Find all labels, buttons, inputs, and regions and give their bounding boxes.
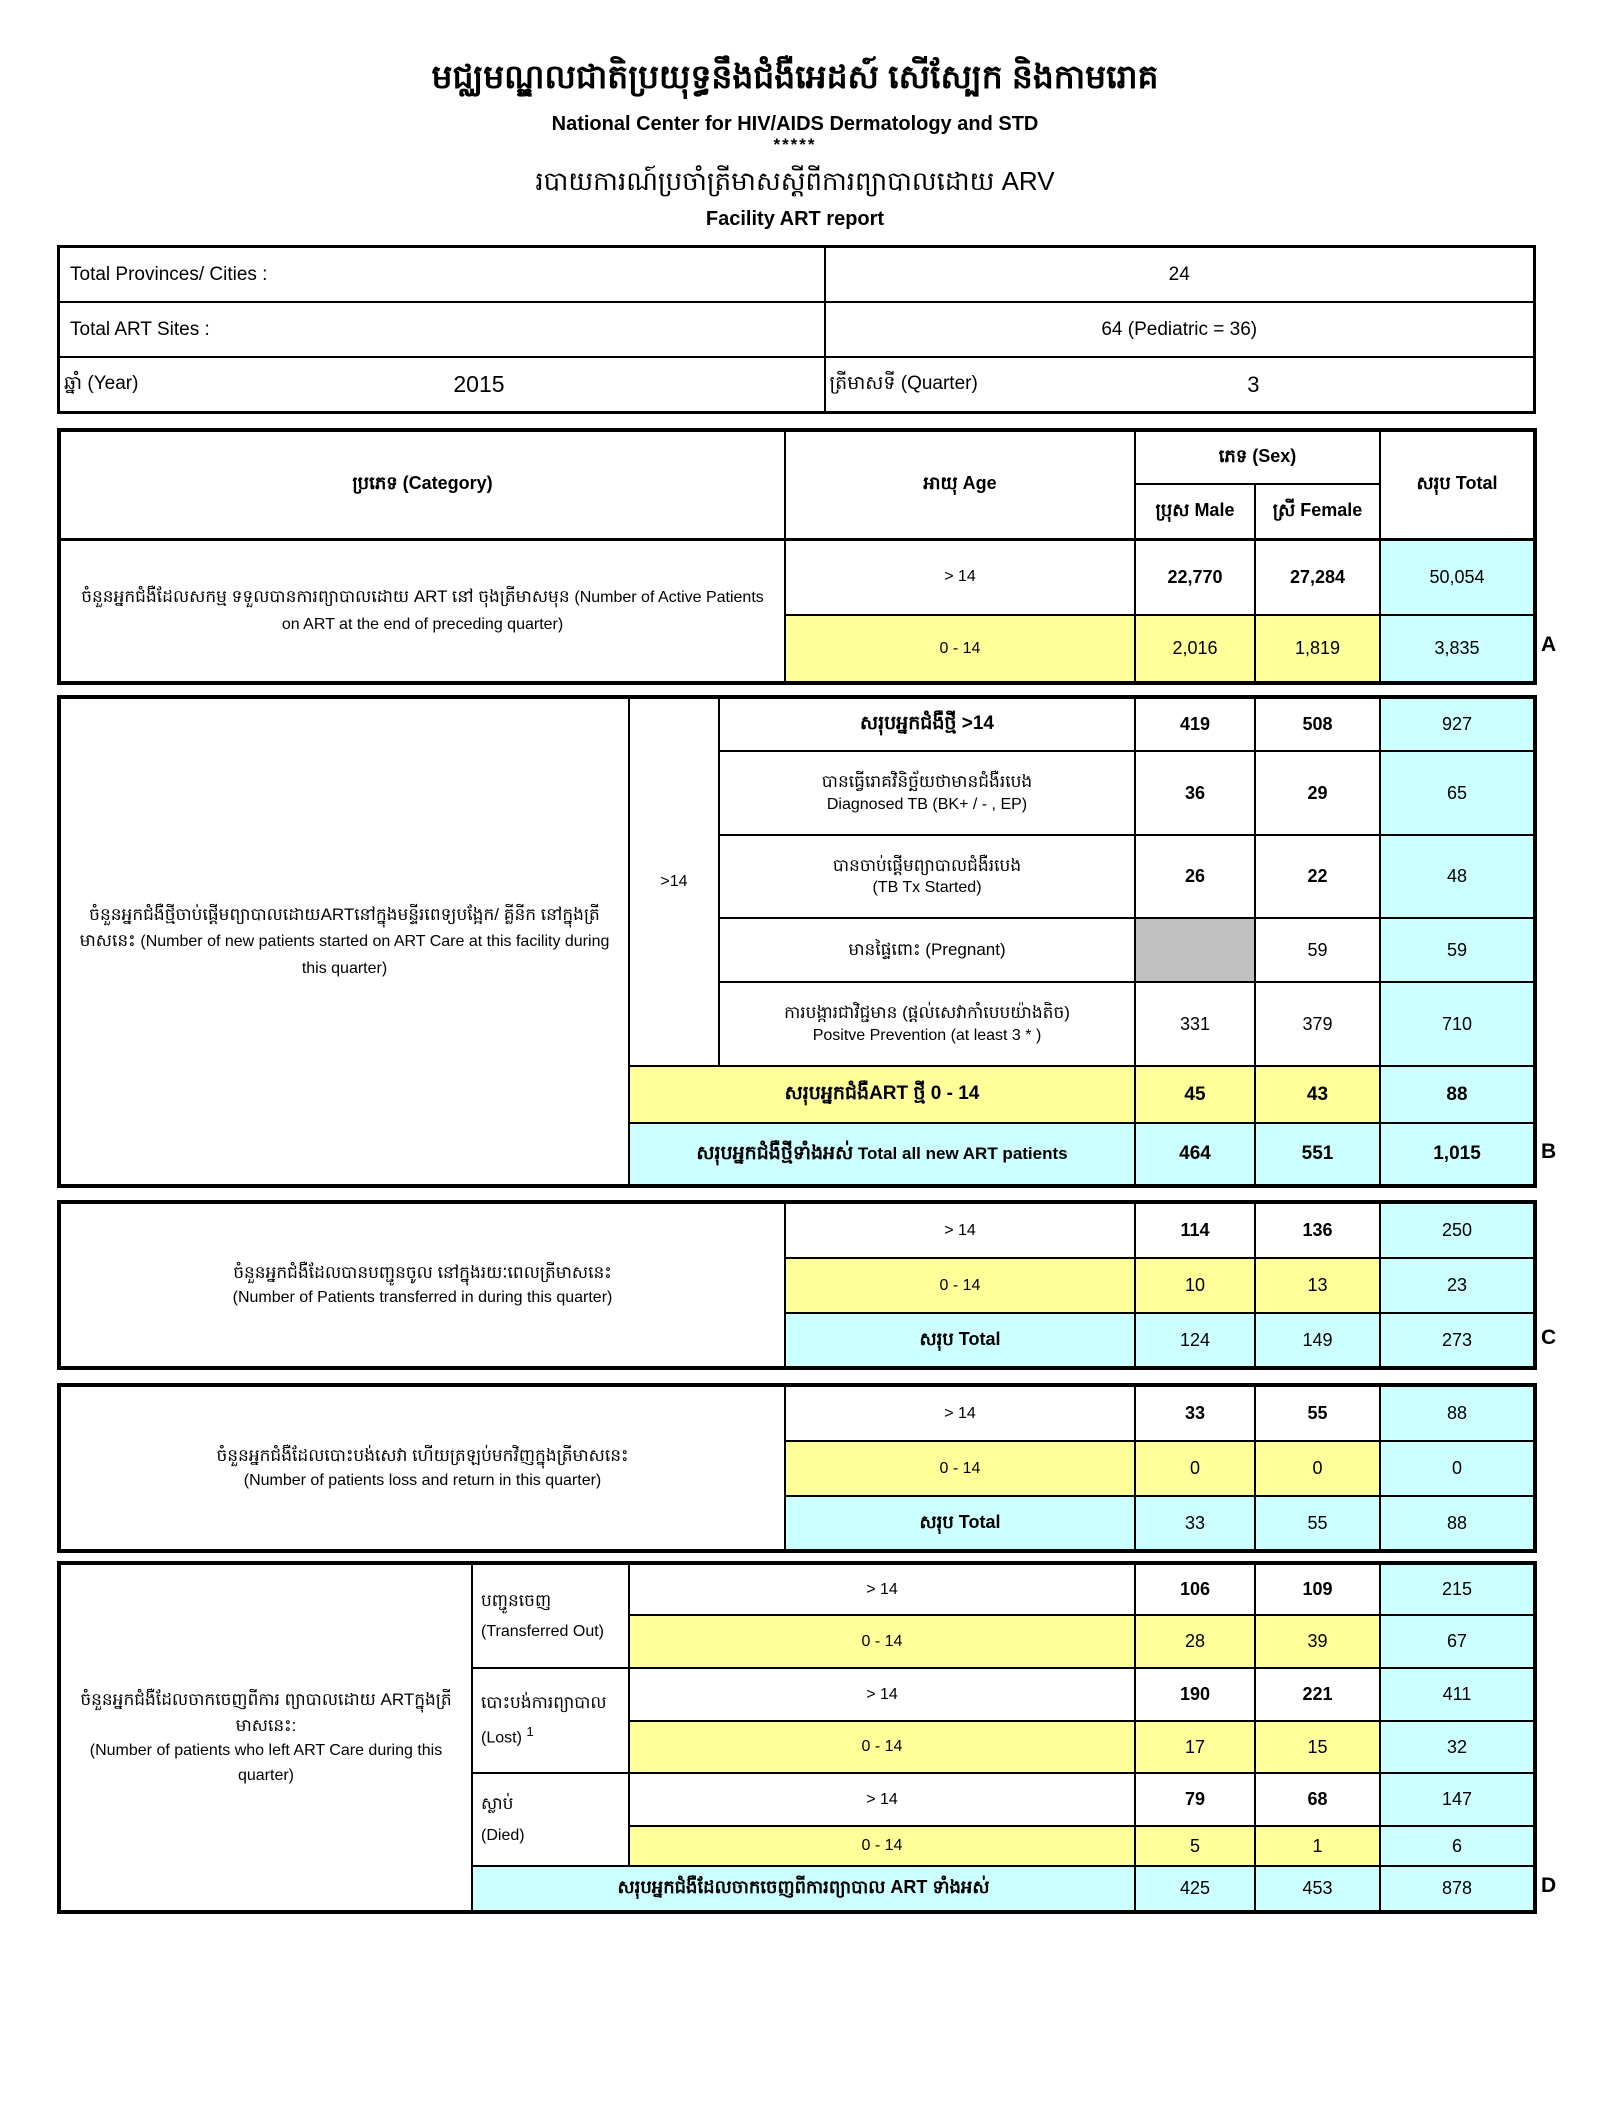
- active-patients-label: [59, 539, 785, 683]
- left-art-care-label-en: (Number of patients who left ART Care during this quarter): [89, 1742, 443, 1785]
- total-value: 65: [1380, 751, 1535, 835]
- section-new-patients: [57, 695, 1557, 1188]
- male-value-na: [1135, 918, 1255, 982]
- male-value: 124: [1135, 1313, 1255, 1368]
- header-row-1: [59, 430, 1535, 484]
- transferred-in-label-en: (Number of Patients transferred in during this quarter): [232, 1288, 613, 1306]
- female-value: 1: [1255, 1826, 1380, 1866]
- year-quarter-row: [59, 357, 1535, 413]
- transferred-in-label-km: ចំនួនអ្នកជំងឺដែលបានបញ្ជូនចូល នៅក្នុងរយៈពេលត្រីមាសនេះ: [233, 1262, 612, 1282]
- female-value: 55: [1255, 1385, 1380, 1441]
- male-value: 106: [1135, 1563, 1255, 1615]
- row-label: មានផ្ទៃពោះ (Pregnant): [719, 918, 1135, 982]
- female-value: 43: [1255, 1066, 1380, 1123]
- total-all-new-label: [629, 1123, 1135, 1186]
- provinces-label: Total Provinces/ Cities :: [59, 247, 825, 303]
- report-header: [57, 0, 1533, 231]
- male-value: 17: [1135, 1721, 1255, 1773]
- section-marker-a: A: [1541, 633, 1557, 657]
- female-value: 29: [1255, 751, 1380, 835]
- left-row-transferred-over14: [59, 1563, 1535, 1615]
- male-value: 33: [1135, 1496, 1255, 1551]
- male-value: 190: [1135, 1668, 1255, 1721]
- total-value: 273: [1380, 1313, 1535, 1368]
- female-value: 39: [1255, 1615, 1380, 1668]
- new-patients-label-en: (Number of new patients started on ART Care at this facility during this quarter): [140, 933, 610, 977]
- male-value: 28: [1135, 1615, 1255, 1668]
- row-label: សរុបអ្នកជំងឺថ្មី >14: [719, 697, 1135, 751]
- total-value: 50,054: [1380, 539, 1535, 615]
- subcategory-transferred-out: [472, 1563, 629, 1668]
- transferred-in-table: [57, 1200, 1537, 1370]
- art-sites-row: [59, 302, 1535, 357]
- age-cell: > 14: [785, 539, 1135, 615]
- female-value: 149: [1255, 1313, 1380, 1368]
- female-value: 15: [1255, 1721, 1380, 1773]
- male-value: 0: [1135, 1441, 1255, 1496]
- section-loss-return: [57, 1383, 1533, 1553]
- year-cell: [59, 357, 825, 413]
- female-value: 68: [1255, 1773, 1380, 1826]
- total-value: 1,015: [1380, 1123, 1535, 1186]
- total-value: 710: [1380, 982, 1535, 1066]
- quarter-label: ត្រីមាសទី (Quarter): [829, 372, 978, 394]
- title-khmer: មជ្ឈមណ្ឌលជាតិប្រយុទ្ធនឹងជំងឺអេដស៍ សើស្បែក និងកាមរោគ: [431, 58, 1159, 95]
- column-header-male: ប្រុស Male: [1135, 484, 1255, 539]
- female-value: 379: [1255, 982, 1380, 1066]
- total-label: សរុប Total: [785, 1313, 1135, 1368]
- left-total-label: សរុបអ្នកជំងឺដែលចាកចេញពីការព្យាបាល ART ទាំងអស់: [472, 1866, 1135, 1912]
- male-value: 10: [1135, 1258, 1255, 1313]
- male-value: 33: [1135, 1385, 1255, 1441]
- loss-return-label-km: ចំនួនអ្នកជំងឺដែលបោះបង់សេវា ហើយត្រឡប់មកវិញក្នុងត្រីមាសនេះ: [216, 1445, 629, 1465]
- subcategory-label-en: (Lost) $^1$: [481, 1724, 534, 1747]
- column-header-category: ប្រភេទ (Category): [59, 430, 785, 539]
- left-art-care-label: [59, 1563, 472, 1912]
- subcategory-label-km: ស្លាប់: [481, 1794, 514, 1814]
- age-cell: > 14: [629, 1773, 1135, 1826]
- total-value: 48: [1380, 835, 1535, 918]
- left-art-care-label-km: ចំនួនអ្នកជំងឺដែលចាកចេញពីការ ព្យាបាលដោយ ARTក្នុងត្រីមាសនេះ:: [80, 1689, 452, 1735]
- column-header-total: សរុប Total: [1380, 430, 1535, 539]
- new-patients-table: [57, 695, 1537, 1188]
- transfer-row-over14: [59, 1202, 1535, 1258]
- female-value: 508: [1255, 697, 1380, 751]
- subcategory-label-km: បោះបង់ការព្យាបាល: [481, 1693, 607, 1713]
- female-value: 109: [1255, 1563, 1380, 1615]
- male-value: 331: [1135, 982, 1255, 1066]
- year-label: ឆ្នាំ (Year): [64, 372, 139, 394]
- male-value: 425: [1135, 1866, 1255, 1912]
- transferred-in-label: [59, 1202, 785, 1368]
- column-header-female: ស្រី Female: [1255, 484, 1380, 539]
- section-active-patients: [57, 428, 1557, 685]
- section-transferred-in: [57, 1200, 1557, 1370]
- section-marker-d: D: [1541, 1874, 1557, 1898]
- total-value: 32: [1380, 1721, 1535, 1773]
- female-value: 22: [1255, 835, 1380, 918]
- male-value: 79: [1135, 1773, 1255, 1826]
- female-value: 453: [1255, 1866, 1380, 1912]
- left-art-care-table: [57, 1561, 1537, 1914]
- new-row-total-over14: [59, 697, 1535, 751]
- row-label-en: Positve Prevention (at least 3 * ): [812, 1026, 1042, 1044]
- active-patients-label-km: ចំនួនអ្នកជំងឺដែលសកម្ម ទទួលបានការព្យាបាលដោយ ART នៅ ចុងត្រីមាសមុន: [81, 587, 570, 607]
- female-value: 27,284: [1255, 539, 1380, 615]
- female-value: 551: [1255, 1123, 1380, 1186]
- loss-return-label-en: (Number of patients loss and return in this quarter): [243, 1471, 602, 1489]
- male-value: 2,016: [1135, 615, 1255, 683]
- quarter-value: 3: [1247, 371, 1260, 397]
- total-value: 215: [1380, 1563, 1535, 1615]
- stars-divider: *****: [773, 134, 817, 154]
- loss-return-label: [59, 1385, 785, 1551]
- age-cell: 0 - 14: [629, 1721, 1135, 1773]
- section-marker-c: C: [1541, 1326, 1557, 1350]
- info-section: [57, 245, 1533, 414]
- female-value: 13: [1255, 1258, 1380, 1313]
- total-value: 88: [1380, 1066, 1535, 1123]
- male-value: 22,770: [1135, 539, 1255, 615]
- art-sites-value: 64 (Pediatric = 36): [825, 302, 1535, 357]
- quarter-cell: [825, 357, 1535, 413]
- female-value: 1,819: [1255, 615, 1380, 683]
- total-value: 147: [1380, 1773, 1535, 1826]
- age-cell: 0 - 14: [785, 1441, 1135, 1496]
- male-value: 26: [1135, 835, 1255, 918]
- total-value: 67: [1380, 1615, 1535, 1668]
- subcategory-died: [472, 1773, 629, 1866]
- age-cell: > 14: [785, 1385, 1135, 1441]
- row-label-en: Diagnosed TB (BK+ / - , EP): [826, 795, 1028, 813]
- title-english: National Center for HIV/AIDS Dermatology and STD: [551, 112, 1039, 135]
- lost-footnote-marker: 1: [526, 1724, 534, 1740]
- row-label-en: (TB Tx Started): [872, 879, 982, 897]
- column-header-age: អាយុ Age: [785, 430, 1135, 539]
- female-value: 221: [1255, 1668, 1380, 1721]
- row-label-km: បានធ្វើរោគវិនិច្ឆ័យថាមានជំងឺរបេង: [821, 772, 1033, 792]
- female-value: 59: [1255, 918, 1380, 982]
- info-table: [57, 245, 1536, 414]
- age-cell: 0 - 14: [785, 615, 1135, 683]
- total-all-new-label-km: សរុបអ្នកជំងឺថ្មីទាំងអស់: [696, 1142, 854, 1164]
- total-all-new-label-en: Total all new ART patients: [857, 1143, 1068, 1163]
- total-value: 23: [1380, 1258, 1535, 1313]
- new-patients-label: [59, 697, 629, 1186]
- loss-return-table: [57, 1383, 1537, 1553]
- total-value: 88: [1380, 1385, 1535, 1441]
- subcategory-lost: [472, 1668, 629, 1773]
- male-value: 419: [1135, 697, 1255, 751]
- male-value: 464: [1135, 1123, 1255, 1186]
- report-title: Facility ART report: [705, 208, 885, 231]
- female-value: 0: [1255, 1441, 1380, 1496]
- total-value: 88: [1380, 1496, 1535, 1551]
- total-label: សរុប Total: [785, 1496, 1135, 1551]
- age-cell: > 14: [785, 1202, 1135, 1258]
- total-value: 3,835: [1380, 615, 1535, 683]
- total-value: 0: [1380, 1441, 1535, 1496]
- total-value: 878: [1380, 1866, 1535, 1912]
- provinces-value: 24: [825, 247, 1535, 303]
- row-label: [719, 751, 1135, 835]
- subtotal-0-14-label: សរុបអ្នកជំងឺART ថ្មី 0 - 14: [629, 1066, 1135, 1123]
- section-marker-b: B: [1541, 1140, 1557, 1164]
- subcategory-label-km: បញ្ជូនចេញ: [481, 1590, 552, 1610]
- row-label: [719, 835, 1135, 918]
- male-value: 36: [1135, 751, 1255, 835]
- age-cell: 0 - 14: [785, 1258, 1135, 1313]
- female-value: 136: [1255, 1202, 1380, 1258]
- age-cell: 0 - 14: [629, 1615, 1135, 1668]
- row-label-km: បានចាប់ផ្តើមព្យាបាលជំងឺរបេង: [832, 855, 1022, 875]
- subcategory-label-en: (Transferred Out): [481, 1623, 604, 1641]
- provinces-row: [59, 247, 1535, 303]
- male-value: 5: [1135, 1826, 1255, 1866]
- total-value: 411: [1380, 1668, 1535, 1721]
- column-header-sex: ភេទ (Sex): [1135, 430, 1380, 484]
- total-value: 250: [1380, 1202, 1535, 1258]
- male-value: 45: [1135, 1066, 1255, 1123]
- subcategory-label-en: (Died): [481, 1826, 525, 1844]
- age-cell: > 14: [629, 1563, 1135, 1615]
- new-patients-label-km: ចំនួនអ្នកជំងឺថ្មីចាប់ផ្តើមព្យាបាលដោយARTនៅក្នុងមន្ទីរពេទ្យបង្អែក/ គ្លីនីក នៅក្នុងត្រីមាសនេះ: [79, 904, 600, 951]
- male-value: 114: [1135, 1202, 1255, 1258]
- total-value: 927: [1380, 697, 1535, 751]
- age-group-cell: >14: [629, 697, 719, 1066]
- section-left-art-care: [57, 1561, 1557, 1914]
- total-value: 59: [1380, 918, 1535, 982]
- female-value: 55: [1255, 1496, 1380, 1551]
- subtitle-khmer: របាយការណ៍ប្រចាំត្រីមាសស្តីពីការព្យាបាលដោយ ARV: [535, 166, 1055, 197]
- active-patients-label-en: (Number of Active Patients on ART at the end of preceding quarter): [281, 589, 764, 633]
- age-cell: 0 - 14: [629, 1826, 1135, 1866]
- row-label: [719, 982, 1135, 1066]
- active-row-over14: [59, 539, 1535, 615]
- year-value: 2015: [453, 371, 505, 398]
- active-patients-table: [57, 428, 1537, 685]
- age-cell: > 14: [629, 1668, 1135, 1721]
- row-label-km: ការបង្ការជាវិជ្ជមាន (ផ្តល់សេវាកាំបេបយ៉ាងតិច): [784, 1003, 1070, 1023]
- art-sites-label: Total ART Sites :: [59, 302, 825, 357]
- loss-row-over14: [59, 1385, 1535, 1441]
- total-value: 6: [1380, 1826, 1535, 1866]
